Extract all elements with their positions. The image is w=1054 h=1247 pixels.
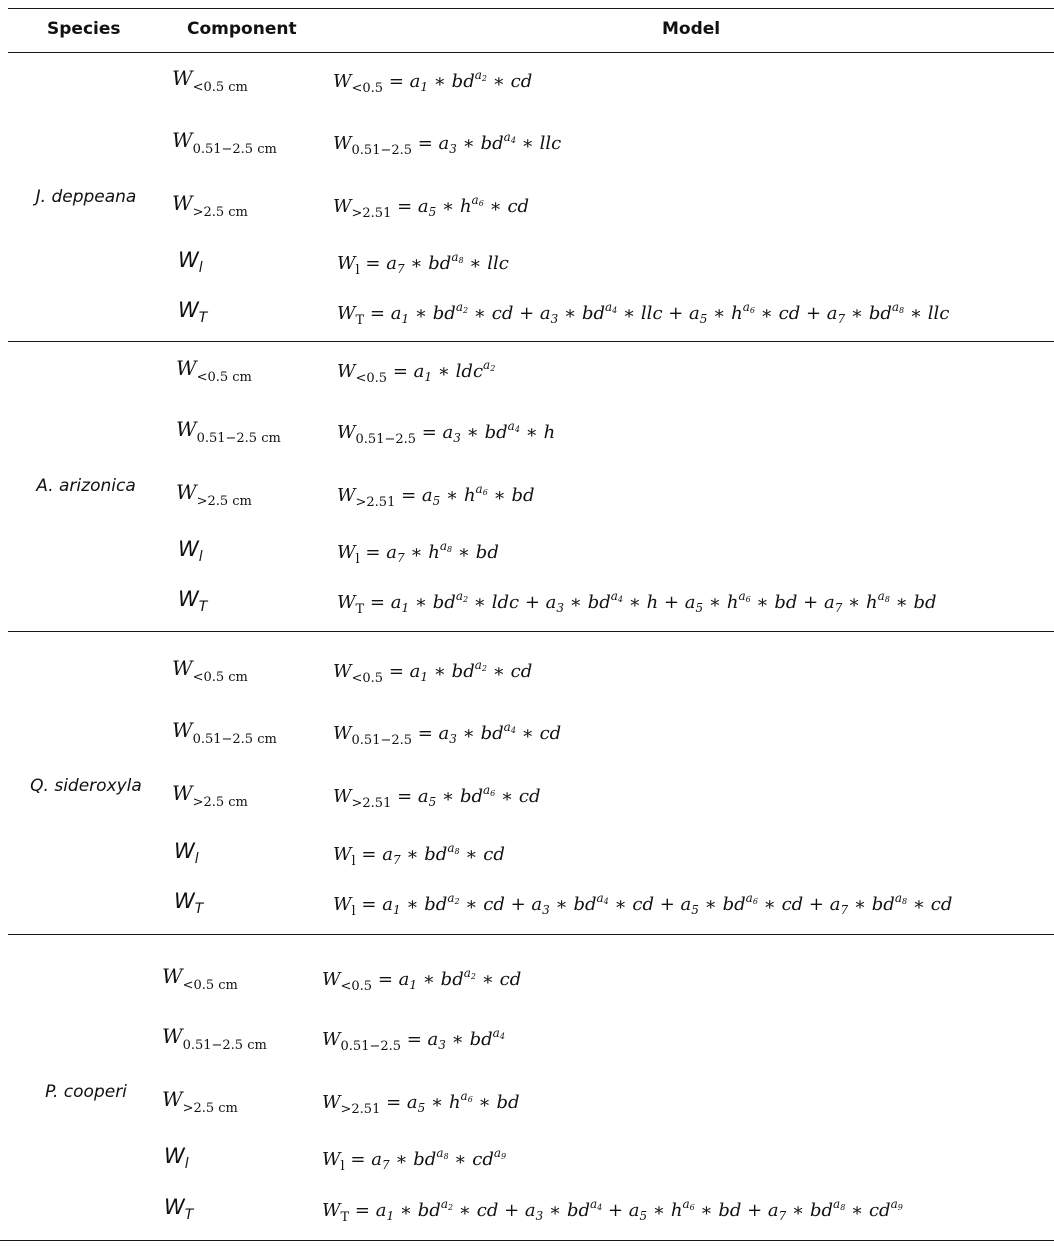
model-formula: $W_T = a_1$ ∗ $bd^{a_2}$ ∗ ldc + $a_3$ ∗ $bd^{a_4}$ ∗ $h + a_5$ ∗ $h^{a_6}$ ∗ bd + $a_7$ ∗ $h^{a_8}$ ∗ bd [337, 589, 937, 617]
component-symbol: $W_l$ [178, 537, 203, 565]
model-formula: $W_{>2.51} = a_5$ ∗ $h^{a_6}$ ∗ bd [322, 1089, 520, 1117]
model-formula: $W_{>2.51} = a_5$ ∗ $h^{a_6}$ ∗ cd [333, 193, 530, 221]
model-formula: $W_l = a_7$ ∗ $h^{a_8}$ ∗ bd [337, 539, 499, 567]
header-rule [8, 52, 1054, 53]
species-label: J. deppeana [35, 187, 137, 207]
component-symbol: $W_{<0.5 cm}$ [162, 964, 238, 993]
component-symbol: $W_{<0.5 cm}$ [176, 356, 252, 385]
species-label: Q. sideroxyla [30, 776, 142, 796]
component-symbol: $W_T$ [178, 298, 208, 326]
component-symbol: $W_{0.51-2.5 cm}$ [162, 1024, 267, 1053]
component-symbol: $W_{>2.5 cm}$ [172, 781, 248, 810]
model-formula: $W_{>2.51} = a_5$ ∗ $bd^{a_6}$ ∗ cd [333, 783, 541, 811]
model-formula: $W_{0.51-2.5} = a_3$ ∗ $bd^{a_4}$ ∗ llc [333, 130, 562, 158]
component-symbol: $W_{0.51-2.5 cm}$ [172, 128, 277, 157]
header-component: Component [187, 19, 297, 39]
component-symbol: $W_{<0.5 cm}$ [172, 656, 248, 685]
component-symbol: $W_{<0.5 cm}$ [172, 66, 248, 95]
header-species: Species [47, 19, 121, 39]
component-symbol: $W_{>2.5 cm}$ [172, 191, 248, 220]
component-symbol: $W_{>2.5 cm}$ [162, 1087, 238, 1116]
model-formula: $W_{0.51-2.5} = a_3$ ∗ $bd^{a_4}$ ∗ h [337, 419, 556, 447]
model-formula: $W_{0.51-2.5} = a_3$ ∗ $bd^{a_4}$ ∗ cd [333, 720, 562, 748]
model-formula: $W_{0.51-2.5} = a_3$ ∗ $bd^{a_4}$ [322, 1026, 505, 1054]
component-symbol: $W_{0.51-2.5 cm}$ [176, 417, 281, 446]
model-formula: $W_l = a_7$ ∗ $bd^{a_8}$ ∗ llc [337, 250, 509, 278]
top-rule [8, 8, 1054, 9]
component-symbol: $W_T$ [174, 889, 204, 917]
group-rule [8, 341, 1054, 342]
component-symbol: $W_l$ [164, 1144, 189, 1172]
group-rule [8, 631, 1054, 632]
model-formula: $W_{<0.5} = a_1$ ∗ $bd^{a_2}$ ∗ cd [333, 658, 533, 686]
model-formula: $W_{<0.5} = a_1$ ∗ $bd^{a_2}$ ∗ cd [333, 68, 533, 96]
model-formula: $W_T = a_1$ ∗ $bd^{a_2}$ ∗ cd + $a_3$ ∗ $bd^{a_4} + a_5$ ∗ $h^{a_6}$ ∗ bd + $a_7$ ∗ $bd^{a_8}$ ∗ $cd^{a_9}$ [322, 1197, 903, 1225]
header-model: Model [662, 19, 721, 39]
model-formula: $W_l = a_1$ ∗ $bd^{a_2}$ ∗ cd + $a_3$ ∗ $bd^{a_4}$ ∗ cd + $a_5$ ∗ $bd^{a_6}$ ∗ cd + $a_7$ ∗ $bd^{a_8}$ ∗ cd [333, 891, 953, 919]
model-formula: $W_T = a_1$ ∗ $bd^{a_2}$ ∗ cd + $a_3$ ∗ $bd^{a_4}$ ∗ llc + $a_5$ ∗ $h^{a_6}$ ∗ cd + $a_7$ ∗ $bd^{a_8}$ ∗ llc [337, 300, 950, 328]
group-rule [0, 1240, 1054, 1241]
component-symbol: $W_{0.51-2.5 cm}$ [172, 718, 277, 747]
model-formula: $W_{<0.5} = a_1$ ∗ $bd^{a_2}$ ∗ cd [322, 966, 522, 994]
model-formula: $W_{>2.51} = a_5$ ∗ $h^{a_6}$ ∗ bd [337, 482, 535, 510]
model-formula: $W_l = a_7$ ∗ $bd^{a_8}$ ∗ $cd^{a_9}$ [322, 1146, 507, 1174]
species-label: P. cooperi [45, 1082, 127, 1102]
component-symbol: $W_l$ [178, 248, 203, 276]
model-formula: $W_l = a_7$ ∗ $bd^{a_8}$ ∗ cd [333, 841, 505, 869]
component-symbol: $W_T$ [178, 587, 208, 615]
component-symbol: $W_{>2.5 cm}$ [176, 480, 252, 509]
component-symbol: $W_l$ [174, 839, 199, 867]
component-symbol: $W_T$ [164, 1195, 194, 1223]
species-label: A. arizonica [36, 476, 136, 496]
group-rule [8, 934, 1054, 935]
model-formula: $W_{<0.5} = a_1$ ∗ ldc$^{a_2}$ [337, 358, 496, 386]
